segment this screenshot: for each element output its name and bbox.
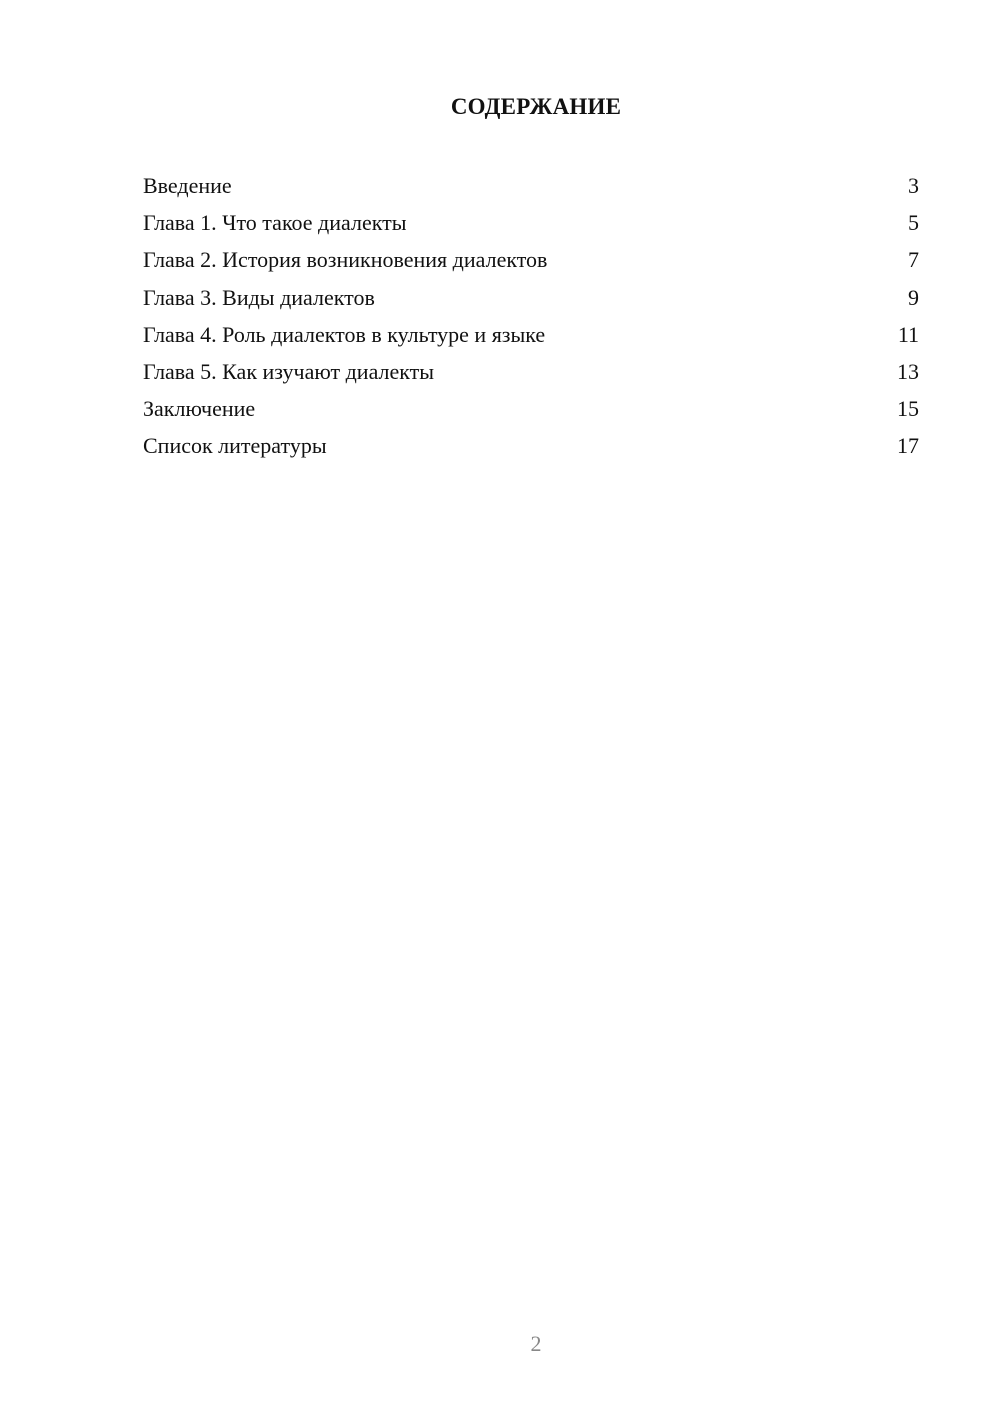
toc-entry-page: 17 xyxy=(897,433,919,459)
toc-entry-label: Заключение xyxy=(143,396,256,422)
toc-entry-chapter-4 xyxy=(143,316,919,353)
toc-entry-chapter-1 xyxy=(143,204,919,241)
toc-entry-page: 9 xyxy=(908,284,919,310)
toc-entry-chapter-2 xyxy=(143,241,919,278)
toc-entry-label: Введение xyxy=(143,173,232,198)
toc-entry-label: Глава 2. История возникновения диалектов xyxy=(143,247,548,273)
toc-entry-label: Глава 4. Роль диалектов в культуре и языке xyxy=(143,321,546,347)
toc-entry-references xyxy=(143,427,919,464)
toc-entry-page: 5 xyxy=(908,210,919,236)
page-title: СОДЕРЖАНИЕ xyxy=(450,94,622,119)
toc-entry-chapter-5 xyxy=(143,353,919,390)
toc-entry-page: 7 xyxy=(908,247,919,273)
toc-entry-label: Глава 1. Что такое диалекты xyxy=(143,210,407,236)
toc-entry-label: Глава 3. Виды диалектов xyxy=(143,284,375,310)
toc-entry-label: Глава 5. Как изучают диалекты xyxy=(143,358,435,384)
toc-entry-page: 15 xyxy=(897,396,919,422)
toc-entry-page: 3 xyxy=(908,173,919,198)
toc-entry-conclusion xyxy=(143,390,919,427)
toc-entry-label: Список литературы xyxy=(143,433,327,459)
page-number: 2 xyxy=(530,1331,542,1356)
toc-entry-page: 11 xyxy=(897,321,919,347)
toc-entry-chapter-3 xyxy=(143,279,919,316)
toc-entry-page: 13 xyxy=(897,358,919,384)
table-of-contents xyxy=(143,167,919,465)
toc-entry-introduction xyxy=(143,167,919,204)
